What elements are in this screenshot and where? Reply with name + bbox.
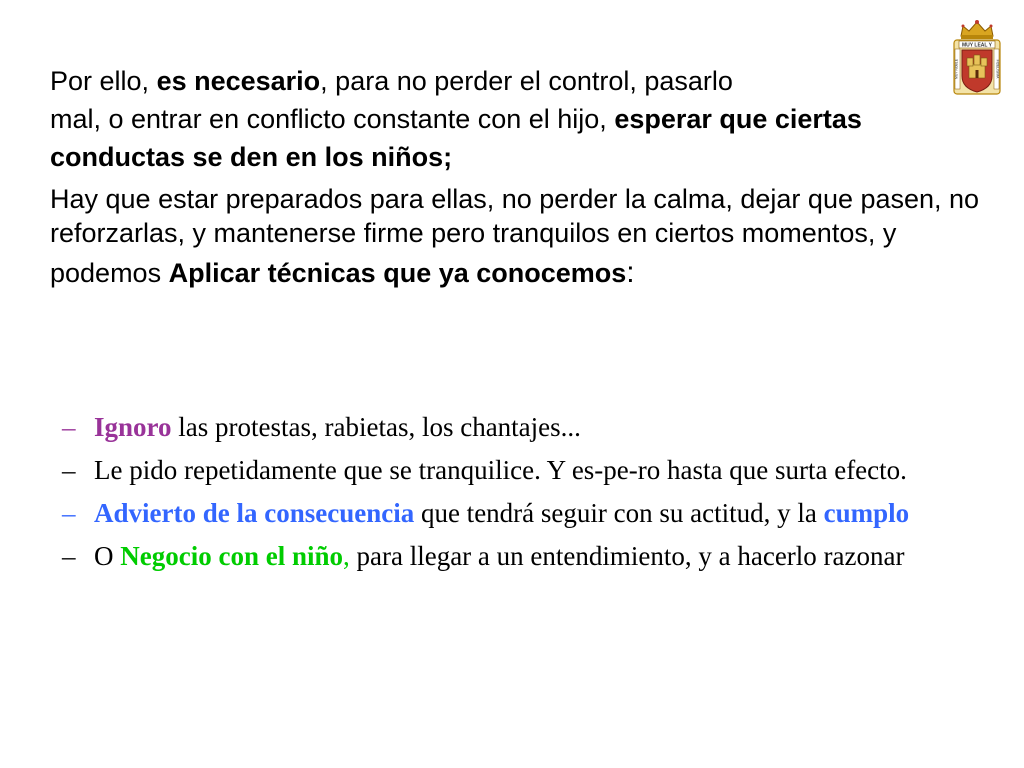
highlight-ignoro: Ignoro bbox=[94, 412, 172, 442]
text-segment: Hay que estar preparados para ellas, no perder la calma, dejar que pasen, no reforzarlas, y mantenerse firme pero tranquilos en ciertos momentos, y podemos bbox=[50, 184, 980, 288]
technique-list bbox=[62, 408, 982, 580]
intro-line-1 bbox=[50, 62, 930, 100]
emphasis-text: que ya conocemos bbox=[383, 258, 627, 288]
bullet-dash: – bbox=[62, 498, 76, 528]
intro-paragraph-1 bbox=[50, 62, 985, 176]
list-item bbox=[62, 537, 982, 576]
text-segment: las protestas, rabietas, los chantajes... bbox=[171, 412, 581, 442]
text-segment: Le pido repetidamente que se tranquilice. Y es-pe-ro hasta que surta efecto. bbox=[94, 455, 907, 485]
crest-side-right: FIDELISIMA bbox=[995, 59, 1000, 79]
text-segment: mal, o entrar en conflicto constante con el hijo, bbox=[50, 104, 615, 134]
intro-paragraph-2 bbox=[50, 182, 985, 290]
text-segment: , para no perder el control, pasarlo bbox=[320, 66, 733, 96]
emphasis-text: Aplicar técnicas bbox=[168, 258, 376, 288]
text-segment: Por ello, bbox=[50, 66, 157, 96]
comma: , bbox=[343, 541, 350, 571]
crest-side-left: MUY NOBLE bbox=[954, 59, 959, 79]
list-item bbox=[62, 451, 982, 490]
text-segment: que tendrá seguir con su actitud, y la bbox=[414, 498, 824, 528]
crest-motto: MUY LEAL Y bbox=[961, 42, 993, 49]
bullet-dash: – bbox=[62, 541, 76, 571]
list-item bbox=[62, 408, 982, 447]
bullet-dash: – bbox=[62, 412, 76, 442]
text-segment: para llegar a un entendimiento, y a hacerlo razonar bbox=[349, 541, 905, 571]
highlight-cumplo: cumplo bbox=[823, 498, 910, 528]
highlight-advierto: Advierto de la consecuencia bbox=[94, 498, 415, 528]
coat-of-arms-icon bbox=[951, 18, 1003, 98]
colon: : bbox=[626, 256, 635, 289]
highlight-negocio: Negocio con el niño bbox=[120, 541, 343, 571]
emphasis-text: esperar que ciertas conductas se den en los niños; bbox=[50, 104, 862, 172]
emphasis-text: es necesario bbox=[156, 66, 321, 96]
bullet-dash: – bbox=[62, 455, 76, 485]
intro-last-line bbox=[383, 256, 634, 290]
list-item bbox=[62, 494, 982, 533]
text-segment: O bbox=[94, 541, 121, 571]
intro-text bbox=[50, 62, 985, 290]
